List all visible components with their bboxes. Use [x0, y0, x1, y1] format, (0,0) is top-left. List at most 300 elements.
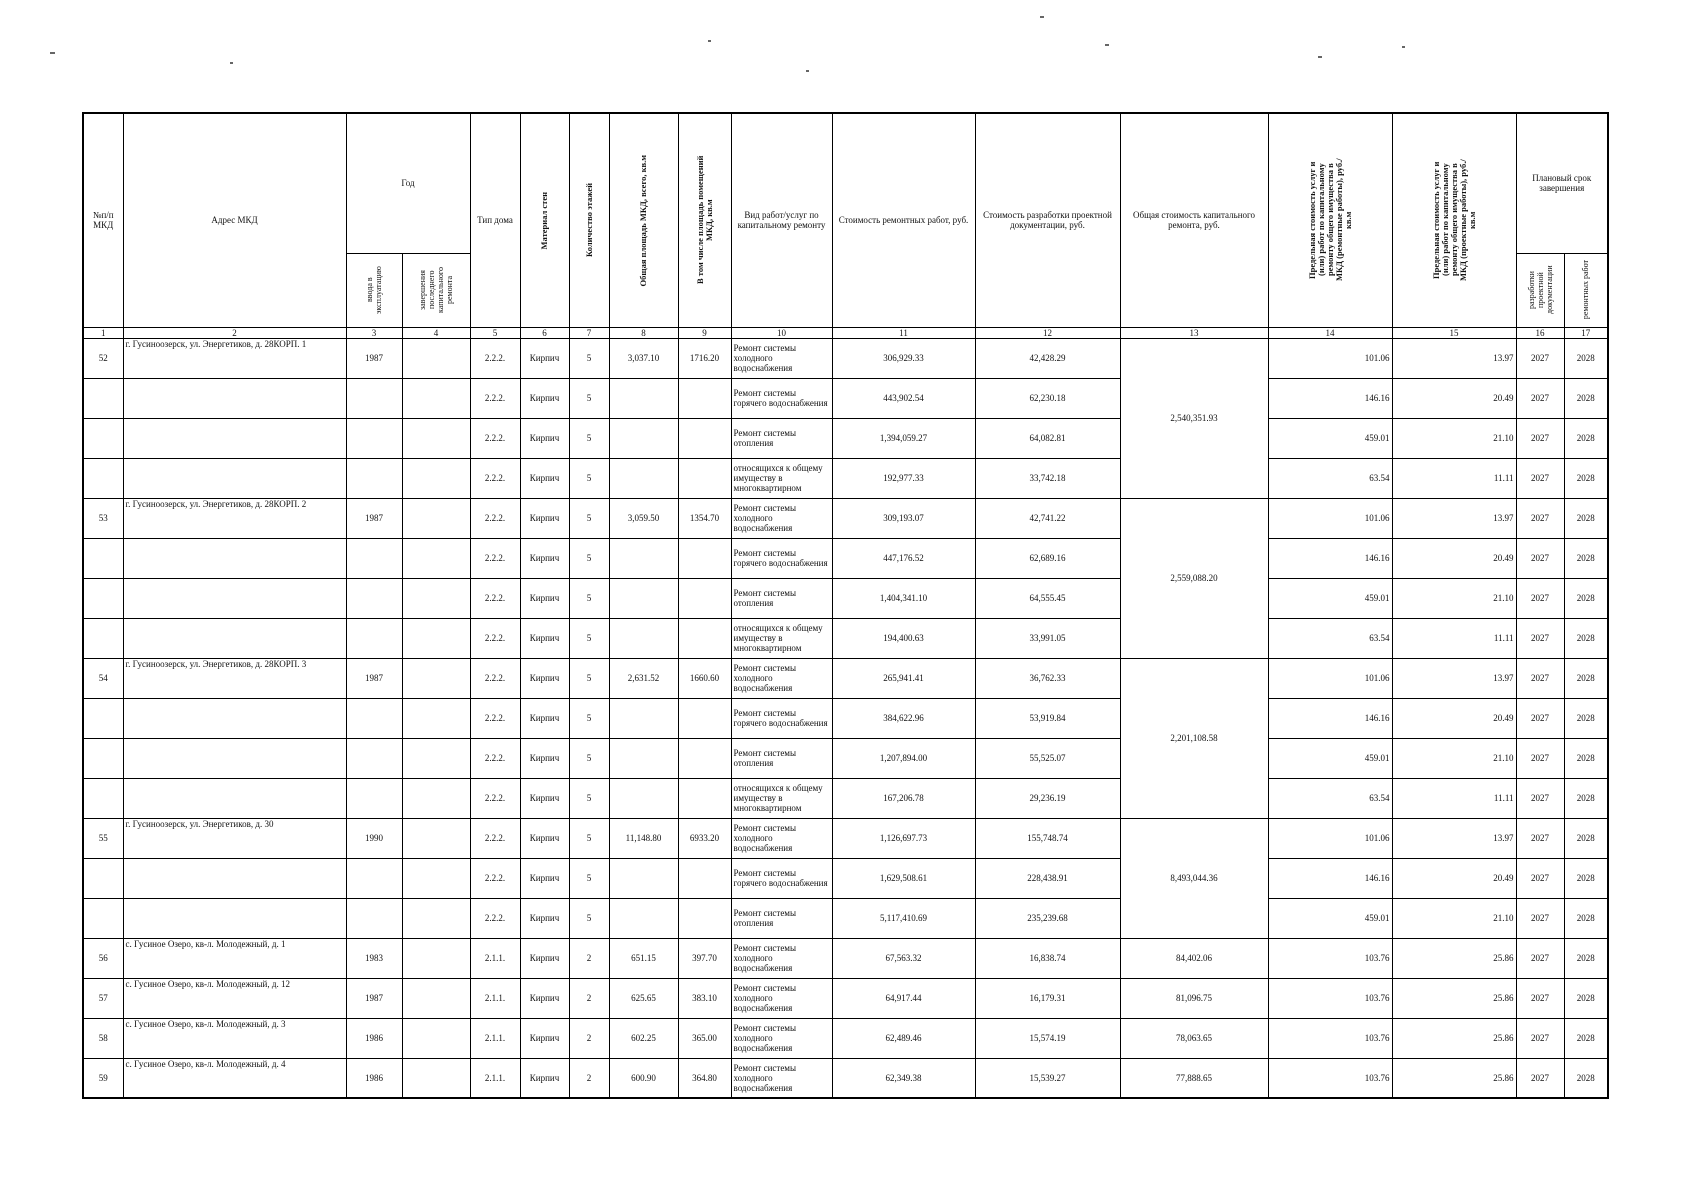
repair-cost-cell: 1,126,697.73	[832, 818, 975, 858]
house-type-cell: 2.1.1.	[470, 938, 520, 978]
total-cost-cell: 81,096.75	[1120, 978, 1268, 1018]
plan-repair-year-cell: 2028	[1564, 778, 1608, 818]
address-cell: с. Гусиное Озеро, кв-л. Молодежный, д. 3	[123, 1018, 346, 1058]
header-num: №п/п МКД	[83, 113, 123, 327]
column-number: 16	[1516, 327, 1564, 338]
address-cell	[123, 378, 346, 418]
house-type-cell: 2.1.1.	[470, 1058, 520, 1098]
total-cost-cell: 84,402.06	[1120, 938, 1268, 978]
limit-design-cell: 11.11	[1392, 618, 1516, 658]
repair-cost-cell: 194,400.63	[832, 618, 975, 658]
limit-design-cell: 13.97	[1392, 658, 1516, 698]
house-type-cell: 2.2.2.	[470, 658, 520, 698]
total-cost-cell: 2,201,108.58	[1120, 658, 1268, 818]
work-type-cell: относящихся к общему имуществу в многоквартирном	[731, 618, 832, 658]
work-type-cell: Ремонт системы холодного водоснабжения	[731, 938, 832, 978]
total-area-cell	[609, 458, 678, 498]
plan-design-year-cell: 2027	[1516, 818, 1564, 858]
address-cell	[123, 698, 346, 738]
commission-year-cell: 1990	[346, 818, 402, 858]
limit-design-cell: 20.49	[1392, 858, 1516, 898]
last-repair-year-cell	[402, 858, 470, 898]
wall-material-cell: Кирпич	[520, 338, 569, 378]
commission-year-cell	[346, 458, 402, 498]
room-area-cell	[678, 418, 731, 458]
plan-design-year-cell: 2027	[1516, 1058, 1564, 1098]
wall-material-cell: Кирпич	[520, 738, 569, 778]
header-plan-group: Плановый срок завершения	[1516, 113, 1608, 253]
wall-material-cell: Кирпич	[520, 778, 569, 818]
plan-repair-year-cell: 2028	[1564, 1018, 1608, 1058]
repair-cost-cell: 306,929.33	[832, 338, 975, 378]
repair-cost-cell: 309,193.07	[832, 498, 975, 538]
address-cell: г. Гусиноозерск, ул. Энергетиков, д. 28КОРП. 3	[123, 658, 346, 698]
wall-material-cell: Кирпич	[520, 818, 569, 858]
design-cost-cell: 55,525.07	[975, 738, 1120, 778]
header-year-group: Год	[346, 113, 470, 253]
plan-repair-year-cell: 2028	[1564, 938, 1608, 978]
commission-year-cell: 1987	[346, 498, 402, 538]
last-repair-year-cell	[402, 338, 470, 378]
plan-repair-year-cell: 2028	[1564, 738, 1608, 778]
total-area-cell	[609, 858, 678, 898]
total-area-cell: 600.90	[609, 1058, 678, 1098]
floors-cell: 5	[569, 378, 609, 418]
wall-material-cell: Кирпич	[520, 858, 569, 898]
plan-repair-year-cell: 2028	[1564, 578, 1608, 618]
commission-year-cell	[346, 738, 402, 778]
plan-design-year-cell: 2027	[1516, 738, 1564, 778]
design-cost-cell: 16,179.31	[975, 978, 1120, 1018]
repair-cost-cell: 384,622.96	[832, 698, 975, 738]
repair-cost-cell: 62,349.38	[832, 1058, 975, 1098]
room-area-cell	[678, 538, 731, 578]
house-type-cell: 2.2.2.	[470, 818, 520, 858]
repair-cost-cell: 67,563.32	[832, 938, 975, 978]
total-area-cell: 651.15	[609, 938, 678, 978]
header-wall-material-text: Материал стен	[539, 191, 549, 249]
limit-design-cell: 25.86	[1392, 978, 1516, 1018]
header-floors	[569, 113, 609, 327]
last-repair-year-cell	[402, 458, 470, 498]
header-work-type: Вид работ/услуг по капитальному ремонту	[731, 113, 832, 327]
last-repair-year-cell	[402, 378, 470, 418]
last-repair-year-cell	[402, 538, 470, 578]
limit-repair-cell: 101.06	[1268, 658, 1392, 698]
repair-cost-cell: 443,902.54	[832, 378, 975, 418]
floors-cell: 2	[569, 978, 609, 1018]
total-area-cell	[609, 618, 678, 658]
room-area-cell	[678, 898, 731, 938]
last-repair-year-cell	[402, 738, 470, 778]
limit-repair-cell: 103.76	[1268, 1018, 1392, 1058]
total-cost-cell: 8,493,044.36	[1120, 818, 1268, 938]
header-plan-design-text: разработки проектной документации	[1526, 265, 1554, 315]
house-type-cell: 2.2.2.	[470, 578, 520, 618]
house-type-cell: 2.2.2.	[470, 618, 520, 658]
work-type-cell: Ремонт системы холодного водоснабжения	[731, 498, 832, 538]
header-year-last-repair	[402, 253, 470, 327]
plan-repair-year-cell: 2028	[1564, 858, 1608, 898]
house-type-cell: 2.2.2.	[470, 858, 520, 898]
limit-repair-cell: 63.54	[1268, 618, 1392, 658]
design-cost-cell: 15,574.19	[975, 1018, 1120, 1058]
work-type-cell: Ремонт системы отопления	[731, 578, 832, 618]
house-number-cell: 59	[83, 1058, 123, 1098]
table-row	[83, 418, 1608, 458]
plan-design-year-cell: 2027	[1516, 698, 1564, 738]
limit-design-cell: 20.49	[1392, 538, 1516, 578]
total-area-cell: 625.65	[609, 978, 678, 1018]
table-row	[83, 618, 1608, 658]
table-row	[83, 738, 1608, 778]
house-number-cell: 52	[83, 338, 123, 378]
header-repair-cost: Стоимость ремонтных работ, руб.	[832, 113, 975, 327]
total-area-cell	[609, 738, 678, 778]
room-area-cell	[678, 698, 731, 738]
total-area-cell	[609, 378, 678, 418]
commission-year-cell	[346, 778, 402, 818]
design-cost-cell: 64,555.45	[975, 578, 1120, 618]
plan-design-year-cell: 2027	[1516, 458, 1564, 498]
wall-material-cell: Кирпич	[520, 898, 569, 938]
work-type-cell: Ремонт системы холодного водоснабжения	[731, 818, 832, 858]
last-repair-year-cell	[402, 818, 470, 858]
plan-repair-year-cell: 2028	[1564, 1058, 1608, 1098]
limit-repair-cell: 459.01	[1268, 578, 1392, 618]
house-type-cell: 2.2.2.	[470, 498, 520, 538]
table-row	[83, 658, 1608, 698]
table-row	[83, 978, 1608, 1018]
room-area-cell	[678, 618, 731, 658]
repair-cost-cell: 1,207,894.00	[832, 738, 975, 778]
design-cost-cell: 15,539.27	[975, 1058, 1120, 1098]
limit-repair-cell: 103.76	[1268, 1058, 1392, 1098]
room-area-cell: 397.70	[678, 938, 731, 978]
last-repair-year-cell	[402, 898, 470, 938]
plan-design-year-cell: 2027	[1516, 1018, 1564, 1058]
address-cell	[123, 578, 346, 618]
wall-material-cell: Кирпич	[520, 658, 569, 698]
house-number-cell: 57	[83, 978, 123, 1018]
limit-design-cell: 21.10	[1392, 898, 1516, 938]
header-address: Адрес МКД	[123, 113, 346, 327]
design-cost-cell: 53,919.84	[975, 698, 1120, 738]
scan-speck	[1105, 44, 1109, 46]
column-number: 2	[123, 327, 346, 338]
floors-cell: 2	[569, 1018, 609, 1058]
plan-design-year-cell: 2027	[1516, 538, 1564, 578]
plan-repair-year-cell: 2028	[1564, 698, 1608, 738]
design-cost-cell: 36,762.33	[975, 658, 1120, 698]
limit-repair-cell: 63.54	[1268, 778, 1392, 818]
header-row-main	[83, 113, 1608, 253]
limit-repair-cell: 63.54	[1268, 458, 1392, 498]
total-area-cell	[609, 418, 678, 458]
commission-year-cell: 1983	[346, 938, 402, 978]
floors-cell: 5	[569, 658, 609, 698]
capital-repair-table	[82, 112, 1609, 1099]
scan-speck	[230, 62, 233, 64]
table-row	[83, 578, 1608, 618]
column-number: 14	[1268, 327, 1392, 338]
plan-design-year-cell: 2027	[1516, 778, 1564, 818]
total-area-cell	[609, 698, 678, 738]
limit-repair-cell: 101.06	[1268, 338, 1392, 378]
room-area-cell	[678, 578, 731, 618]
address-cell	[123, 778, 346, 818]
header-design-cost: Стоимость разработки проектной документации, руб.	[975, 113, 1120, 327]
plan-design-year-cell: 2027	[1516, 898, 1564, 938]
wall-material-cell: Кирпич	[520, 498, 569, 538]
table-row	[83, 498, 1608, 538]
column-number: 15	[1392, 327, 1516, 338]
last-repair-year-cell	[402, 978, 470, 1018]
repair-cost-cell: 1,404,341.10	[832, 578, 975, 618]
limit-repair-cell: 146.16	[1268, 858, 1392, 898]
limit-repair-cell: 459.01	[1268, 738, 1392, 778]
work-type-cell: Ремонт системы горячего водоснабжения	[731, 538, 832, 578]
header-limit-design-text: Предельная стоимость услуг и (или) работ по капитальному ремонту общего имущества в МКД (проектные работы), руб./кв.м	[1430, 159, 1477, 282]
header-limit-design	[1392, 113, 1516, 327]
design-cost-cell: 235,239.68	[975, 898, 1120, 938]
column-number: 12	[975, 327, 1120, 338]
last-repair-year-cell	[402, 658, 470, 698]
header-plan-design	[1516, 253, 1564, 327]
commission-year-cell	[346, 858, 402, 898]
last-repair-year-cell	[402, 938, 470, 978]
header-year-commission-text: ввода в эксплуатацию	[365, 266, 383, 314]
table-body	[83, 338, 1608, 1098]
wall-material-cell: Кирпич	[520, 458, 569, 498]
header-total-area	[609, 113, 678, 327]
limit-repair-cell: 146.16	[1268, 698, 1392, 738]
design-cost-cell: 62,689.16	[975, 538, 1120, 578]
commission-year-cell: 1987	[346, 978, 402, 1018]
floors-cell: 2	[569, 938, 609, 978]
limit-repair-cell: 146.16	[1268, 378, 1392, 418]
house-type-cell: 2.2.2.	[470, 898, 520, 938]
last-repair-year-cell	[402, 778, 470, 818]
last-repair-year-cell	[402, 1058, 470, 1098]
limit-design-cell: 21.10	[1392, 738, 1516, 778]
design-cost-cell: 155,748.74	[975, 818, 1120, 858]
work-type-cell: Ремонт системы холодного водоснабжения	[731, 338, 832, 378]
house-type-cell: 2.2.2.	[470, 738, 520, 778]
design-cost-cell: 42,428.29	[975, 338, 1120, 378]
address-cell	[123, 738, 346, 778]
house-type-cell: 2.2.2.	[470, 698, 520, 738]
limit-design-cell: 20.49	[1392, 698, 1516, 738]
house-number-cell: 55	[83, 818, 123, 858]
header-plan-repair-text: ремонтных работ	[1581, 260, 1591, 320]
work-type-cell: Ремонт системы холодного водоснабжения	[731, 1058, 832, 1098]
floors-cell: 5	[569, 818, 609, 858]
plan-repair-year-cell: 2028	[1564, 418, 1608, 458]
commission-year-cell	[346, 378, 402, 418]
commission-year-cell	[346, 578, 402, 618]
column-number: 6	[520, 327, 569, 338]
repair-cost-cell: 167,206.78	[832, 778, 975, 818]
house-number-cell	[83, 538, 123, 578]
limit-design-cell: 21.10	[1392, 418, 1516, 458]
work-type-cell: Ремонт системы отопления	[731, 738, 832, 778]
floors-cell: 5	[569, 498, 609, 538]
plan-repair-year-cell: 2028	[1564, 538, 1608, 578]
plan-design-year-cell: 2027	[1516, 378, 1564, 418]
address-cell	[123, 458, 346, 498]
room-area-cell	[678, 378, 731, 418]
floors-cell: 2	[569, 1058, 609, 1098]
plan-repair-year-cell: 2028	[1564, 338, 1608, 378]
address-cell: г. Гусиноозерск, ул. Энергетиков, д. 30	[123, 818, 346, 858]
repair-cost-cell: 1,394,059.27	[832, 418, 975, 458]
floors-cell: 5	[569, 538, 609, 578]
total-area-cell: 3,037.10	[609, 338, 678, 378]
house-type-cell: 2.1.1.	[470, 978, 520, 1018]
limit-design-cell: 21.10	[1392, 578, 1516, 618]
design-cost-cell: 42,741.22	[975, 498, 1120, 538]
total-area-cell	[609, 778, 678, 818]
house-number-cell	[83, 618, 123, 658]
work-type-cell: Ремонт системы холодного водоснабжения	[731, 658, 832, 698]
limit-repair-cell: 101.06	[1268, 498, 1392, 538]
plan-design-year-cell: 2027	[1516, 658, 1564, 698]
table-row	[83, 1058, 1608, 1098]
room-area-cell	[678, 778, 731, 818]
work-type-cell: Ремонт системы холодного водоснабжения	[731, 978, 832, 1018]
scan-speck	[1402, 46, 1405, 48]
house-number-cell	[83, 778, 123, 818]
table-row	[83, 698, 1608, 738]
plan-repair-year-cell: 2028	[1564, 618, 1608, 658]
house-type-cell: 2.2.2.	[470, 378, 520, 418]
scan-speck	[806, 70, 809, 72]
column-number: 9	[678, 327, 731, 338]
work-type-cell: Ремонт системы холодного водоснабжения	[731, 1018, 832, 1058]
design-cost-cell: 33,991.05	[975, 618, 1120, 658]
work-type-cell: относящихся к общему имуществу в многоквартирном	[731, 458, 832, 498]
floors-cell: 5	[569, 738, 609, 778]
house-number-cell	[83, 378, 123, 418]
plan-design-year-cell: 2027	[1516, 978, 1564, 1018]
commission-year-cell: 1986	[346, 1058, 402, 1098]
wall-material-cell: Кирпич	[520, 698, 569, 738]
address-cell: с. Гусиное Озеро, кв-л. Молодежный, д. 4	[123, 1058, 346, 1098]
plan-design-year-cell: 2027	[1516, 338, 1564, 378]
room-area-cell	[678, 858, 731, 898]
header-limit-repair-text: Предельная стоимость услуг и (или) работ по капитальному ремонту общего имущества в МКД (ремонтные работы), руб./кв.м	[1306, 158, 1353, 282]
table-row	[83, 778, 1608, 818]
column-number: 11	[832, 327, 975, 338]
total-area-cell	[609, 898, 678, 938]
room-area-cell: 365.00	[678, 1018, 731, 1058]
column-number: 8	[609, 327, 678, 338]
wall-material-cell: Кирпич	[520, 978, 569, 1018]
header-room-area-text: В том числе площадь помещений МКД, кв.м	[694, 156, 714, 285]
room-area-cell: 1660.60	[678, 658, 731, 698]
wall-material-cell: Кирпич	[520, 618, 569, 658]
plan-repair-year-cell: 2028	[1564, 818, 1608, 858]
plan-design-year-cell: 2027	[1516, 418, 1564, 458]
table-row	[83, 378, 1608, 418]
column-number: 10	[731, 327, 832, 338]
header-limit-repair	[1268, 113, 1392, 327]
plan-repair-year-cell: 2028	[1564, 658, 1608, 698]
column-number-row	[83, 327, 1608, 338]
table-row	[83, 818, 1608, 858]
plan-repair-year-cell: 2028	[1564, 978, 1608, 1018]
wall-material-cell: Кирпич	[520, 1018, 569, 1058]
total-area-cell	[609, 538, 678, 578]
wall-material-cell: Кирпич	[520, 418, 569, 458]
house-number-cell	[83, 458, 123, 498]
address-cell: с. Гусиное Озеро, кв-л. Молодежный, д. 1	[123, 938, 346, 978]
floors-cell: 5	[569, 898, 609, 938]
last-repair-year-cell	[402, 578, 470, 618]
last-repair-year-cell	[402, 698, 470, 738]
header-wall-material	[520, 113, 569, 327]
total-cost-cell: 78,063.65	[1120, 1018, 1268, 1058]
column-number: 5	[470, 327, 520, 338]
table-row	[83, 538, 1608, 578]
repair-cost-cell: 62,489.46	[832, 1018, 975, 1058]
floors-cell: 5	[569, 618, 609, 658]
address-cell	[123, 618, 346, 658]
last-repair-year-cell	[402, 498, 470, 538]
commission-year-cell: 1987	[346, 338, 402, 378]
repair-cost-cell: 265,941.41	[832, 658, 975, 698]
plan-design-year-cell: 2027	[1516, 938, 1564, 978]
address-cell	[123, 538, 346, 578]
header-floors-text: Количество этажей	[583, 183, 594, 258]
plan-design-year-cell: 2027	[1516, 578, 1564, 618]
address-cell	[123, 858, 346, 898]
work-type-cell: относящихся к общему имуществу в многоквартирном	[731, 778, 832, 818]
column-number: 4	[402, 327, 470, 338]
header-year-commission	[346, 253, 402, 327]
design-cost-cell: 29,236.19	[975, 778, 1120, 818]
work-type-cell: Ремонт системы отопления	[731, 418, 832, 458]
wall-material-cell: Кирпич	[520, 938, 569, 978]
limit-design-cell: 11.11	[1392, 458, 1516, 498]
work-type-cell: Ремонт системы горячего водоснабжения	[731, 378, 832, 418]
plan-repair-year-cell: 2028	[1564, 378, 1608, 418]
limit-design-cell: 11.11	[1392, 778, 1516, 818]
house-number-cell	[83, 418, 123, 458]
house-type-cell: 2.2.2.	[470, 778, 520, 818]
room-area-cell: 1354.70	[678, 498, 731, 538]
header-plan-repair	[1564, 253, 1608, 327]
plan-repair-year-cell: 2028	[1564, 898, 1608, 938]
repair-cost-cell: 64,917.44	[832, 978, 975, 1018]
limit-repair-cell: 459.01	[1268, 898, 1392, 938]
table-row	[83, 898, 1608, 938]
floors-cell: 5	[569, 458, 609, 498]
house-type-cell: 2.1.1.	[470, 1018, 520, 1058]
last-repair-year-cell	[402, 618, 470, 658]
address-cell: г. Гусиноозерск, ул. Энергетиков, д. 28КОРП. 2	[123, 498, 346, 538]
plan-repair-year-cell: 2028	[1564, 458, 1608, 498]
column-number: 7	[569, 327, 609, 338]
address-cell	[123, 898, 346, 938]
commission-year-cell: 1987	[346, 658, 402, 698]
design-cost-cell: 62,230.18	[975, 378, 1120, 418]
repair-cost-cell: 5,117,410.69	[832, 898, 975, 938]
house-type-cell: 2.2.2.	[470, 458, 520, 498]
work-type-cell: Ремонт системы отопления	[731, 898, 832, 938]
address-cell: г. Гусиноозерск, ул. Энергетиков, д. 28КОРП. 1	[123, 338, 346, 378]
